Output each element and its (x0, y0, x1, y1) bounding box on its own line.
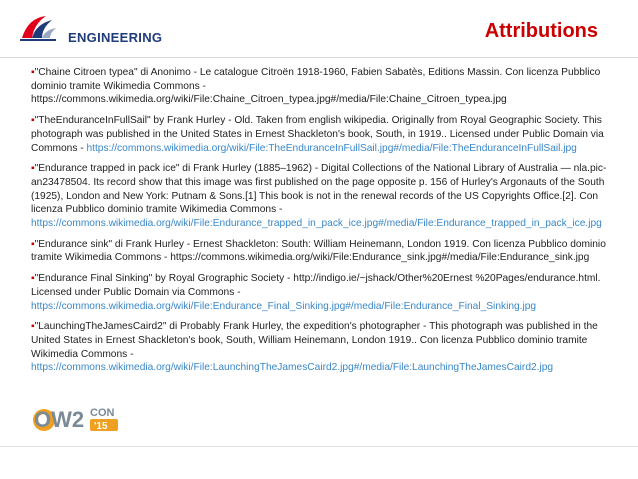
attribution-text: "LaunchingTheJamesCaird2" di Probably Frank Hurley, the expedition's photographer - This photograph was published in the United States in Ernest Shackleton's book, South, William Heinemann, London 1919.. Con licenza Pubblico dominio tramite Wikimedia Commons - (31, 321, 598, 360)
attribution-text: "TheEnduranceInFullSail" by Frank Hurley - Old. Taken from english wikipedia. Originally from Royal Geographic Society. This photograph was published in the United States in Ernest Shackleton's book, South, in 1919.. Licensed under Public Domain via Commons - (31, 115, 604, 154)
attribution-link[interactable]: https://commons.wikimedia.org/wiki/File:LaunchingTheJamesCaird2.jpg#/media/File:LaunchingTheJamesCaird2.jpg (31, 362, 554, 374)
attribution-link[interactable]: https://commons.wikimedia.org/wiki/File:Endurance_Final_Sinking.jpg#/media/File:Endurance_Final_Sinking.jpg (31, 300, 537, 312)
brand-name: ENGINEERING (68, 30, 163, 45)
bullet-icon: ▪ (31, 321, 35, 333)
attribution-text: "Endurance sink" di Frank Hurley - Ernest Shackleton: South: William Heinemann, London 1919. Con licenza Pubblico dominio tramite Wikimedia Commons - https://commons.wikimedia.org/wiki/File:Endurance_sink.jpg#/media/File:Endurance_sink.jpg (31, 238, 606, 264)
bullet-icon: ▪ (31, 67, 35, 78)
page-title: Attributions (484, 20, 598, 42)
bullet-icon: ▪ (31, 115, 35, 127)
attribution-link[interactable]: https://commons.wikimedia.org/wiki/File:Endurance_trapped_in_pack_ice.jpg#/media/File:Endurance_trapped_in_pack_ice.jpg (31, 218, 602, 230)
attribution-list (31, 66, 621, 382)
ow2-logo-text: OW2 (34, 407, 85, 432)
header-divider (0, 57, 638, 58)
ow2con-logo-icon (30, 400, 130, 436)
attribution-item (31, 162, 621, 231)
attribution-item (31, 272, 621, 313)
attribution-item (31, 66, 621, 107)
attribution-item (31, 238, 621, 265)
slide-header (0, 0, 638, 54)
attribution-text: "Chaine Citroen typea" di Anonimo - Le catalogue Citroën 1918-1960, Fabien Sabatès, Editions Massin. Con licenza Pubblico dominio tramite Wikimedia Commons - https://commons.wikimedia.org/wiki/File:Chaine_Citroen_typea.jpg#/media/File:Chaine_Citroen_typea.jpg (31, 67, 601, 106)
attribution-item (31, 320, 621, 375)
engineering-logo-icon (18, 12, 58, 44)
attribution-item (31, 114, 621, 155)
year-logo-text: '15 (94, 421, 108, 432)
bullet-icon: ▪ (31, 163, 35, 175)
attribution-text: "Endurance trapped in pack ice" di Frank Hurley (1885–1962) - Digital Collections of the National Library of Australia — nla.pic-an23478504. Its record show that this image was first published on the page opposite p. 156 of Hurley's Argonauts of the South (1925), London and New York: Putnam & Sons.[1] This book is not in the renewal records of the US Copyrights Office.[2]. Con licenza Pubblico dominio tramite Wikimedia Commons - (31, 163, 607, 216)
attribution-link[interactable]: https://commons.wikimedia.org/wiki/File:TheEnduranceInFullSail.jpg#/media/File:TheEnduranceInFullSail.jpg (86, 142, 577, 154)
con-logo-text: CON (90, 407, 115, 419)
footer-divider (0, 446, 638, 447)
bullet-icon: ▪ (31, 238, 35, 250)
attribution-text: "Endurance Final Sinking" by Royal Grographic Society - http://indigo.ie/~jshack/Other%20Ernest %20Pages/endurance.html. Licensed under Public Domain via Commons - (31, 273, 601, 298)
bullet-icon: ▪ (31, 273, 35, 285)
